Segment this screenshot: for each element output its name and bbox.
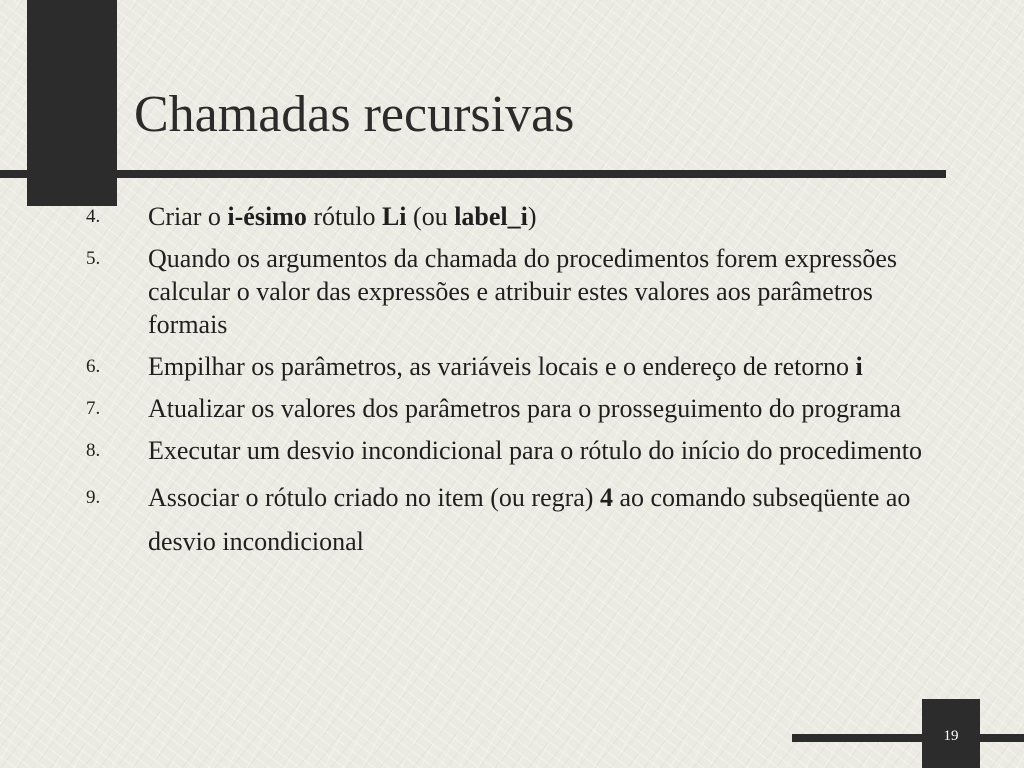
item-text-segment: ao comando subseqüente ao desvio incondicional bbox=[148, 483, 911, 556]
title-rule bbox=[0, 170, 946, 178]
item-text: Quando os argumentos da chamada do procedimentos forem expressões calcular o valor das expressões e atribuir estes valores aos parâmetros formais bbox=[148, 244, 897, 339]
item-text-segment: Criar o bbox=[148, 202, 228, 231]
list-item bbox=[86, 434, 946, 467]
item-number: 6. bbox=[86, 356, 101, 377]
item-text-bold: i-ésimo bbox=[227, 202, 307, 231]
item-text: Atualizar os valores dos parâmetros para o prosseguimento do programa bbox=[148, 394, 902, 423]
item-number: 7. bbox=[86, 398, 101, 419]
item-text-bold: i bbox=[855, 352, 863, 381]
item-text bbox=[148, 483, 910, 556]
item-text-bold: label_i bbox=[454, 202, 528, 231]
item-text: Executar um desvio incondicional para o rótulo do início do procedimento bbox=[148, 436, 923, 465]
item-number: 5. bbox=[86, 248, 101, 269]
page-number: 19 bbox=[943, 728, 959, 744]
item-text-bold: Li bbox=[381, 202, 407, 231]
item-text-segment: ) bbox=[527, 202, 537, 231]
page-number-block bbox=[922, 699, 980, 768]
item-text-segment: rótulo bbox=[306, 202, 382, 231]
list-item bbox=[86, 350, 946, 383]
item-text-bold: 4 bbox=[599, 483, 613, 512]
list-item bbox=[86, 200, 946, 233]
item-text-segment: Empilhar os parâmetros, as variáveis locais e o endereço de retorno bbox=[148, 352, 856, 381]
item-text bbox=[148, 352, 863, 381]
list-item bbox=[86, 476, 946, 564]
item-text bbox=[148, 202, 537, 231]
item-number: 4. bbox=[86, 206, 101, 227]
item-text-segment: (ou bbox=[406, 202, 455, 231]
list-item bbox=[86, 242, 946, 341]
item-number: 8. bbox=[86, 440, 101, 461]
numbered-list bbox=[86, 200, 946, 573]
item-number: 9. bbox=[86, 487, 101, 508]
footer-rule bbox=[792, 734, 1024, 742]
item-text-segment: Associar o rótulo criado no item (ou regra) bbox=[148, 483, 600, 512]
list-item bbox=[86, 392, 946, 425]
slide-title: Chamadas recursivas bbox=[134, 86, 575, 143]
